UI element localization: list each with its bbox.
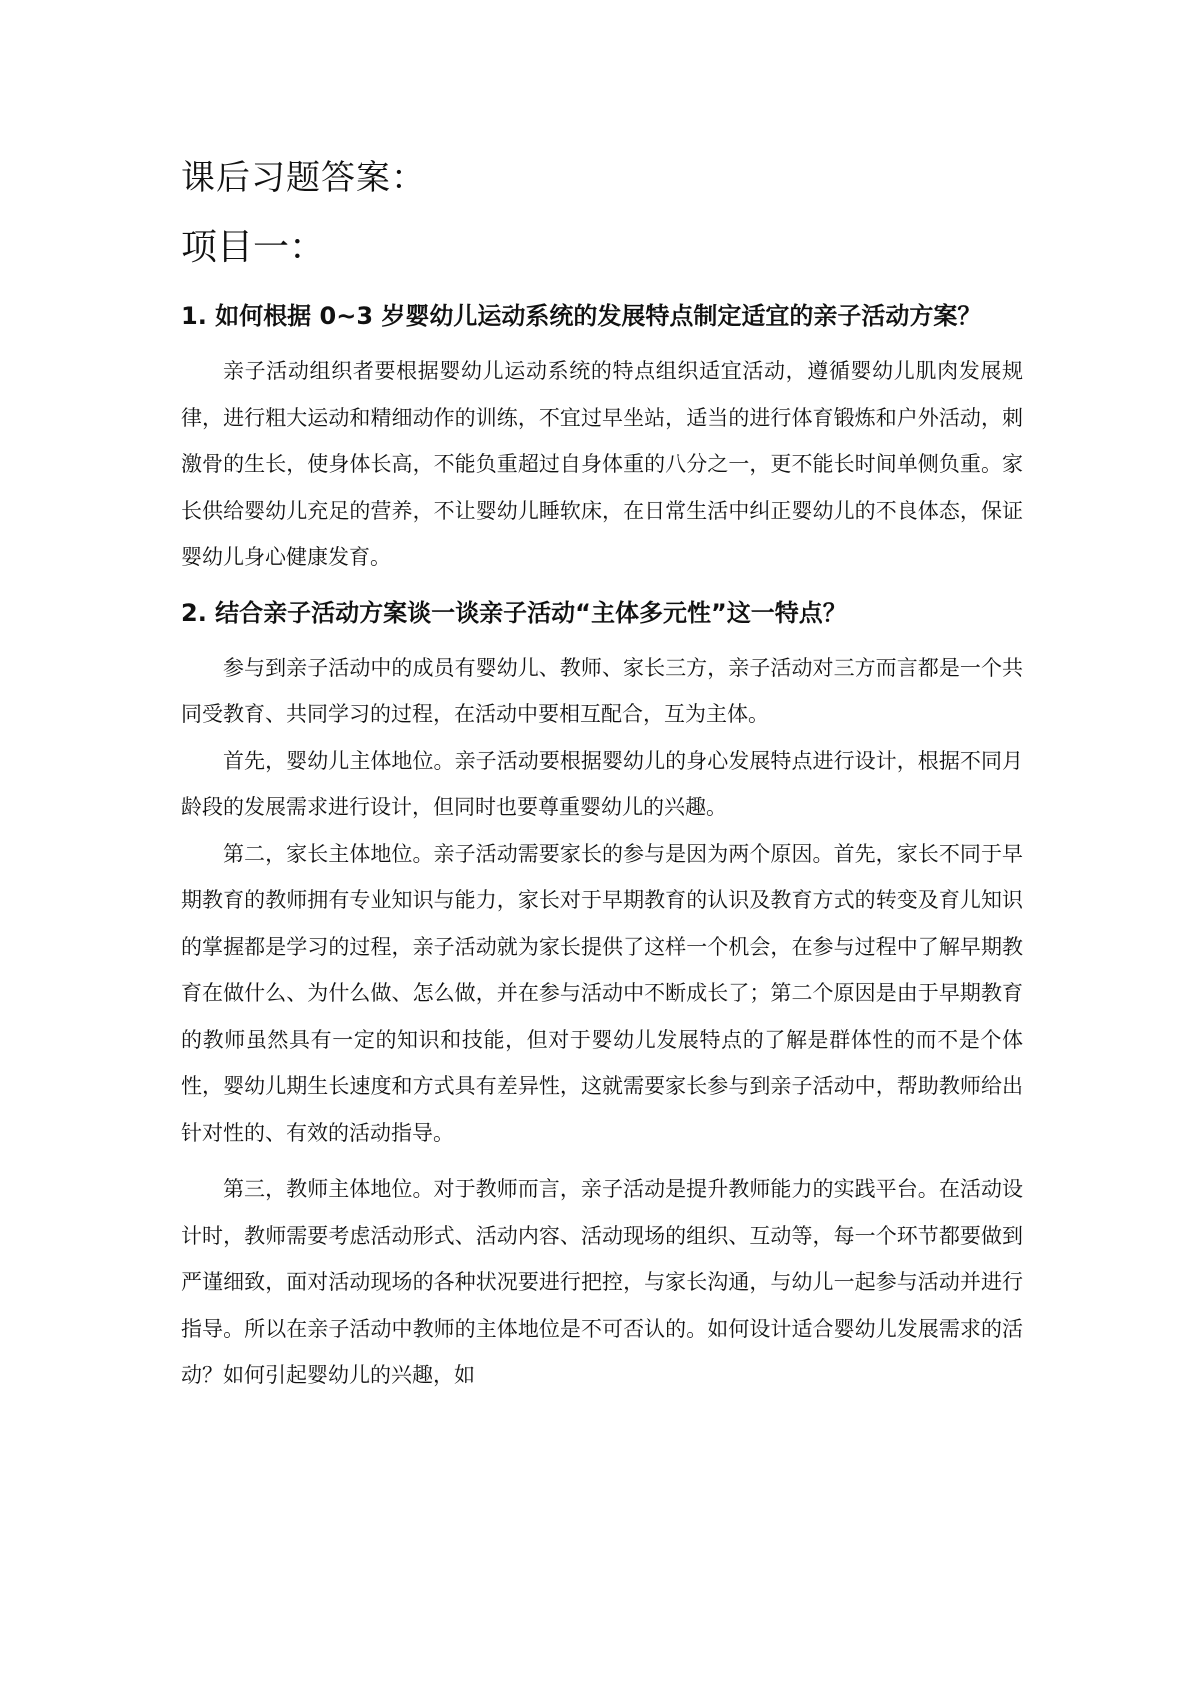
- document-page: [181, 138, 1023, 1399]
- document-title: 课后习题答案：: [181, 158, 426, 198]
- question-section-1: [181, 284, 1023, 581]
- question-section-2: [181, 581, 1023, 1399]
- project-title: 项目一：: [181, 227, 326, 268]
- answer-paragraph: 亲子活动组织者要根据婴幼儿运动系统的特点组织适宜活动，遵循婴幼儿肌肉发展规律，进行粗大运动和精细动作的训练，不宜过早坐站，适当的进行体育锻炼和户外活动，刺激骨的生长，使身体长高，不能负重超过自身体重的八分之一，更不能长时间单侧负重。家长供给婴幼儿充足的营养，不让婴幼儿睡软床，在日常生活中纠正婴幼儿的不良体态，保证婴幼儿身心健康发育。: [181, 359, 1023, 569]
- answer-paragraph: 首先，婴幼儿主体地位。亲子活动要根据婴幼儿的身心发展特点进行设计，根据不同月龄段的发展需求进行设计，但同时也要尊重婴幼儿的兴趣。: [181, 748, 1023, 819]
- question-heading-1: 1. 如何根据 0~3 岁婴幼儿运动系统的发展特点制定适宜的亲子活动方案？: [181, 302, 982, 330]
- question-heading-2: 2. 结合亲子活动方案谈一谈亲子活动“主体多元性”这一特点？: [181, 598, 847, 627]
- answer-paragraph: 第二，家长主体地位。亲子活动需要家长的参与是因为两个原因。首先，家长不同于早期教育的教师拥有专业知识与能力，家长对于早期教育的认识及教育方式的转变及育儿知识的掌握都是学习的过程，亲子活动就为家长提供了这样一个机会，在参与过程中了解早期教育在做什么、为什么做、怎么做，并在参与活动中不断成长了；第二个原因是由于早期教育的教师虽然具有一定的知识和技能，但对于婴幼儿发展特点的了解是群体性的而不是个体性，婴幼儿期生长速度和方式具有差异性，这就需要家长参与到亲子活动中，帮助教师给出针对性的、有效的活动指导。: [181, 841, 1023, 1145]
- answer-paragraph: 参与到亲子活动中的成员有婴幼儿、教师、家长三方，亲子活动对三方而言都是一个共同受教育、共同学习的过程，在活动中要相互配合，互为主体。: [181, 655, 1023, 726]
- answer-paragraph: 第三，教师主体地位。对于教师而言，亲子活动是提升教师能力的实践平台。在活动设计时，教师需要考虑活动形式、活动内容、活动现场的组织、互动等，每一个环节都要做到严谨细致，面对活动现场的各种状况要进行把控，与家长沟通，与幼儿一起参与活动并进行指导。所以在亲子活动中教师的主体地位是不可否认的。如何设计适合婴幼儿发展需求的活动？如何引起婴幼儿的兴趣，如: [181, 1177, 1023, 1387]
